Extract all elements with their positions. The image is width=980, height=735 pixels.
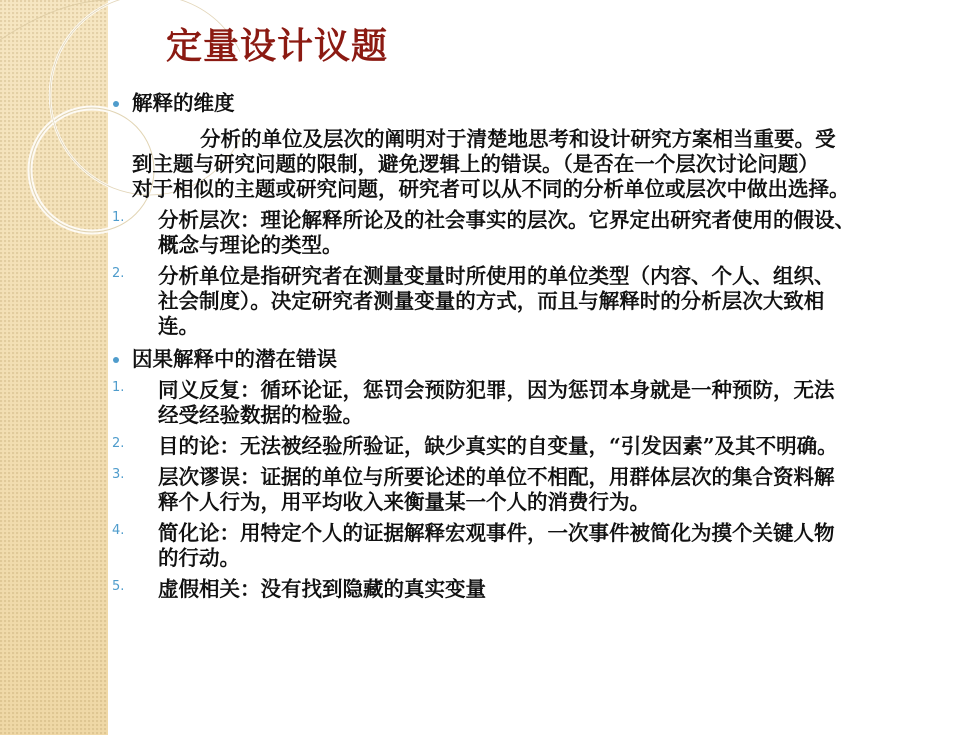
numbered-item [112,577,978,602]
numbered-item [112,208,978,258]
item-line: 连。 [158,314,199,338]
bullet-heading [112,347,978,372]
item-line: 经受经验数据的检验。 [158,403,363,427]
item-line: 社会制度）。决定研究者测量变量的方式，而且与解释时的分析层次大致相 [158,289,825,313]
item-line: 分析单位是指研究者在测量变量时所使用的单位类型（内容、个人、组织、 [158,264,835,288]
paragraph-line: 到主题与研究问题的限制，避免逻辑上的错误。（是否在一个层次讨论问题） [132,152,819,176]
bullet-heading-text: 因果解释中的潜在错误 [132,347,337,371]
item-number: 2. [112,436,125,451]
item-number: 3. [112,467,125,482]
item-number: 5. [112,579,125,594]
numbered-item [112,465,978,515]
slide-title: 定量设计议题 [166,25,389,67]
item-line: 虚假相关：没有找到隐藏的真实变量 [158,577,486,601]
numbered-item [112,521,978,571]
item-line: 释个人行为，用平均收入来衡量某一个人的消费行为。 [158,490,650,514]
item-line: 概念与理论的类型。 [158,233,343,257]
item-line: 层次谬误：证据的单位与所要论述的单位不相配，用群体层次的集合资料解 [158,465,835,489]
numbered-item [112,378,978,428]
intro-paragraph [112,127,978,202]
item-number: 2. [112,266,125,281]
bullet-heading-text: 解释的维度 [132,91,235,115]
numbered-item [112,264,978,339]
item-line: 目的论：无法被经验所验证，缺少真实的自变量，“引发因素”及其不明确。 [158,434,838,458]
numbered-item [112,434,978,459]
bullet-dot-icon [113,357,119,363]
item-line: 分析层次：理论解释所论及的社会事实的层次。它界定出研究者使用的假设、 [158,208,855,232]
paragraph-line: 对于相似的主题或研究问题，研究者可以从不同的分析单位或层次中做出选择。 [132,177,850,201]
item-line: 同义反复：循环论证，惩罚会预防犯罪，因为惩罚本身就是一种预防，无法 [158,378,835,402]
item-line: 的行动。 [158,546,240,570]
slide-content [112,88,978,602]
item-line: 简化论：用特定个人的证据解释宏观事件，一次事件被简化为摸个关键人物 [158,521,835,545]
bullet-heading [112,91,978,116]
item-number: 4. [112,523,125,538]
item-number: 1. [112,210,125,225]
bullet-dot-icon [113,101,119,107]
item-number: 1. [112,380,125,395]
paragraph-line: 分析的单位及层次的阐明对于清楚地思考和设计研究方案相当重要。受 [200,127,836,151]
